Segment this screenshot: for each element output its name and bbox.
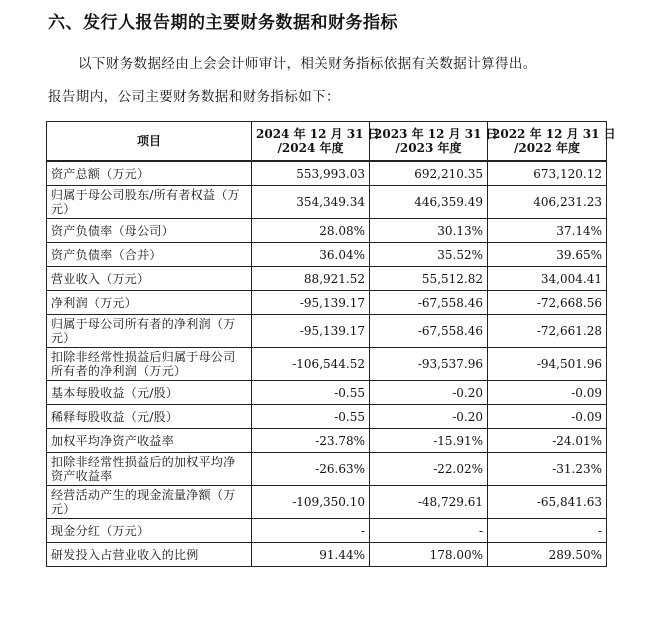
value-2022: 673,120.12	[488, 161, 607, 186]
value-2024: -0.55	[252, 405, 370, 429]
table-row	[47, 519, 607, 543]
table-row	[47, 486, 607, 519]
value-2022: -24.01%	[488, 429, 607, 453]
value-2024: 28.08%	[252, 219, 370, 243]
value-2023: 692,210.35	[370, 161, 488, 186]
value-2024: 88,921.52	[252, 267, 370, 291]
value-2022: 289.50%	[488, 543, 607, 567]
financial-data-table	[46, 121, 616, 567]
table-row	[47, 453, 607, 486]
row-label: 资产总额（万元）	[47, 161, 252, 186]
value-2023: 446,359.49	[370, 186, 488, 219]
table-row	[47, 186, 607, 219]
value-2022: -72,661.28	[488, 315, 607, 348]
row-label: 归属于母公司所有者的净利润（万元）	[47, 315, 252, 348]
value-2023: -22.02%	[370, 453, 488, 486]
row-label: 加权平均净资产收益率	[47, 429, 252, 453]
value-2023: -93,537.96	[370, 348, 488, 381]
value-2024: -0.55	[252, 381, 370, 405]
value-2023: 178.00%	[370, 543, 488, 567]
value-2023: 35.52%	[370, 243, 488, 267]
row-label: 经营活动产生的现金流量净额（万元）	[47, 486, 252, 519]
row-label: 净利润（万元）	[47, 291, 252, 315]
table-row	[47, 243, 607, 267]
value-2023: 30.13%	[370, 219, 488, 243]
value-2023: -67,558.46	[370, 291, 488, 315]
value-2023: -	[370, 519, 488, 543]
row-label: 基本每股收益（元/股）	[47, 381, 252, 405]
intro-paragraph: 以下财务数据经由上会会计师审计，相关财务指标依据有关数据计算得出。	[78, 56, 537, 72]
section-heading: 六、发行人报告期的主要财务数据和财务指标	[48, 13, 398, 33]
row-label: 资产负债率（母公司）	[47, 219, 252, 243]
table-row	[47, 348, 607, 381]
table-row	[47, 219, 607, 243]
header-item: 项目	[47, 122, 252, 162]
value-2022: -	[488, 519, 607, 543]
header-2023: 2023 年 12 月 31 日 /2023 年度	[370, 122, 488, 162]
value-2024: -95,139.17	[252, 315, 370, 348]
value-2022: -0.09	[488, 405, 607, 429]
value-2024: -109,350.10	[252, 486, 370, 519]
value-2022: -0.09	[488, 381, 607, 405]
value-2024: -106,544.52	[252, 348, 370, 381]
table-row	[47, 381, 607, 405]
value-2024: -23.78%	[252, 429, 370, 453]
table-row	[47, 291, 607, 315]
table-row	[47, 267, 607, 291]
table-header-row	[47, 122, 607, 162]
value-2023: -48,729.61	[370, 486, 488, 519]
value-2022: -31.23%	[488, 453, 607, 486]
value-2024: 354,349.34	[252, 186, 370, 219]
lead-in-paragraph: 报告期内，公司主要财务数据和财务指标如下：	[48, 89, 340, 105]
value-2022: -72,668.56	[488, 291, 607, 315]
table-row	[47, 405, 607, 429]
value-2023: 55,512.82	[370, 267, 488, 291]
value-2022: 39.65%	[488, 243, 607, 267]
value-2024: -95,139.17	[252, 291, 370, 315]
value-2022: 406,231.23	[488, 186, 607, 219]
row-label: 扣除非经常性损益后归属于母公司所有者的净利润（万元）	[47, 348, 252, 381]
header-2024: 2024 年 12 月 31 日 /2024 年度	[252, 122, 370, 162]
table-row	[47, 315, 607, 348]
value-2024: 36.04%	[252, 243, 370, 267]
value-2023: -15.91%	[370, 429, 488, 453]
value-2024: -	[252, 519, 370, 543]
value-2024: 553,993.03	[252, 161, 370, 186]
value-2022: 37.14%	[488, 219, 607, 243]
table-row	[47, 161, 607, 186]
row-label: 归属于母公司股东/所有者权益（万元）	[47, 186, 252, 219]
row-label: 资产负债率（合并）	[47, 243, 252, 267]
value-2023: -0.20	[370, 381, 488, 405]
row-label: 稀释每股收益（元/股）	[47, 405, 252, 429]
value-2023: -67,558.46	[370, 315, 488, 348]
row-label: 现金分红（万元）	[47, 519, 252, 543]
value-2022: 34,004.41	[488, 267, 607, 291]
value-2022: -94,501.96	[488, 348, 607, 381]
value-2024: -26.63%	[252, 453, 370, 486]
value-2023: -0.20	[370, 405, 488, 429]
value-2022: -65,841.63	[488, 486, 607, 519]
table-row	[47, 429, 607, 453]
row-label: 扣除非经常性损益后的加权平均净资产收益率	[47, 453, 252, 486]
table-row	[47, 543, 607, 567]
row-label: 营业收入（万元）	[47, 267, 252, 291]
header-2022: 2022 年 12 月 31 日 /2022 年度	[488, 122, 607, 162]
row-label: 研发投入占营业收入的比例	[47, 543, 252, 567]
value-2024: 91.44%	[252, 543, 370, 567]
